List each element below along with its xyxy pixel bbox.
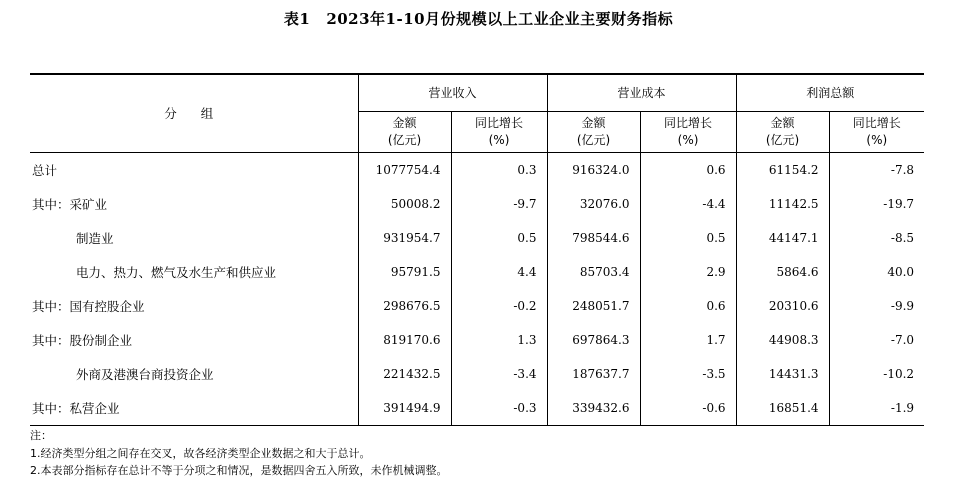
cell-value: 0.5	[640, 221, 736, 255]
cell-value: 1077754.4	[358, 153, 451, 188]
table-row	[30, 187, 924, 221]
cell-value: 11142.5	[736, 187, 829, 221]
revenue-growth-header: 同比增长 (%)	[451, 112, 547, 153]
cell-value: 187637.7	[547, 357, 640, 391]
cell-value: -1.9	[829, 391, 924, 426]
cell-value: 0.6	[640, 289, 736, 323]
cell-value: -7.0	[829, 323, 924, 357]
table-row	[30, 357, 924, 391]
financial-indicators-table	[30, 73, 924, 426]
row-label: 总计	[32, 163, 58, 178]
cell-value: -4.4	[640, 187, 736, 221]
cell-value: 931954.7	[358, 221, 451, 255]
cell-value: -0.6	[640, 391, 736, 426]
cell-value: 40.0	[829, 255, 924, 289]
cost-amount-header: 金额 (亿元)	[547, 112, 640, 153]
row-label: 其中：国有控股企业	[32, 299, 145, 314]
table-row	[30, 153, 924, 188]
cell-value: 1.3	[451, 323, 547, 357]
row-label: 外商及港澳台商投资企业	[76, 367, 214, 382]
cell-value: -19.7	[829, 187, 924, 221]
cell-value: 44908.3	[736, 323, 829, 357]
cell-value: 44147.1	[736, 221, 829, 255]
row-label: 电力、热力、燃气及水生产和供应业	[76, 265, 277, 280]
table-row	[30, 221, 924, 255]
cell-value: 4.4	[451, 255, 547, 289]
cell-value: 0.3	[451, 153, 547, 188]
row-label: 其中：私营企业	[30, 391, 358, 426]
table-row	[30, 323, 924, 357]
profit-header: 利润总额	[736, 74, 924, 112]
revenue-amount-header: 金额 (亿元)	[358, 112, 451, 153]
cost-header: 营业成本	[547, 74, 736, 112]
cell-value: -0.2	[451, 289, 547, 323]
notes-heading: 注：	[30, 429, 52, 442]
cell-value: 32076.0	[547, 187, 640, 221]
cell-value: -9.9	[829, 289, 924, 323]
row-label: 其中：采矿业	[32, 197, 108, 212]
cell-value: -9.7	[451, 187, 547, 221]
cell-value: 95791.5	[358, 255, 451, 289]
profit-growth-header: 同比增长 (%)	[829, 112, 924, 153]
note-item: 2.本表部分指标存在总计不等于分项之和情况，是数据四舍五入所致，未作机械调整。	[30, 464, 448, 477]
cell-value: -7.8	[829, 153, 924, 188]
cell-value: 0.5	[451, 221, 547, 255]
table-row	[30, 289, 924, 323]
cell-value: 391494.9	[358, 391, 451, 426]
cell-value: 50008.2	[358, 187, 451, 221]
table-row	[30, 255, 924, 289]
profit-amount-header: 金额 (亿元)	[736, 112, 829, 153]
note-item: 1.经济类型分组之间存在交叉，故各经济类型企业数据之和大于总计。	[30, 446, 371, 460]
cell-value: 697864.3	[547, 323, 640, 357]
cell-value: 61154.2	[736, 153, 829, 188]
cell-value: 248051.7	[547, 289, 640, 323]
cell-value: 798544.6	[547, 221, 640, 255]
cell-value: 0.6	[640, 153, 736, 188]
cell-value: 819170.6	[358, 323, 451, 357]
cell-value: 16851.4	[736, 391, 829, 426]
cell-value: 298676.5	[358, 289, 451, 323]
cell-value: -3.4	[451, 357, 547, 391]
table-title	[0, 8, 957, 29]
cell-value: 2.9	[640, 255, 736, 289]
table-title-text: 2023年1-10月份规模以上工业企业主要财务指标	[326, 10, 674, 28]
cost-growth-header: 同比增长 (%)	[640, 112, 736, 153]
category-header: 分 组	[30, 74, 358, 153]
table-row	[30, 391, 924, 426]
row-label: 制造业	[76, 231, 114, 246]
cell-value: 916324.0	[547, 153, 640, 188]
cell-value: 1.7	[640, 323, 736, 357]
row-label: 其中：股份制企业	[32, 333, 133, 348]
cell-value: -0.3	[451, 391, 547, 426]
cell-value: -8.5	[829, 221, 924, 255]
cell-value: -10.2	[829, 357, 924, 391]
cell-value: 221432.5	[358, 357, 451, 391]
revenue-header: 营业收入	[358, 74, 547, 112]
cell-value: 339432.6	[547, 391, 640, 426]
cell-value: 85703.4	[547, 255, 640, 289]
cell-value: 14431.3	[736, 357, 829, 391]
cell-value: 20310.6	[736, 289, 829, 323]
table-notes	[30, 427, 924, 480]
cell-value: 5864.6	[736, 255, 829, 289]
table-number: 表1	[283, 10, 311, 28]
cell-value: -3.5	[640, 357, 736, 391]
